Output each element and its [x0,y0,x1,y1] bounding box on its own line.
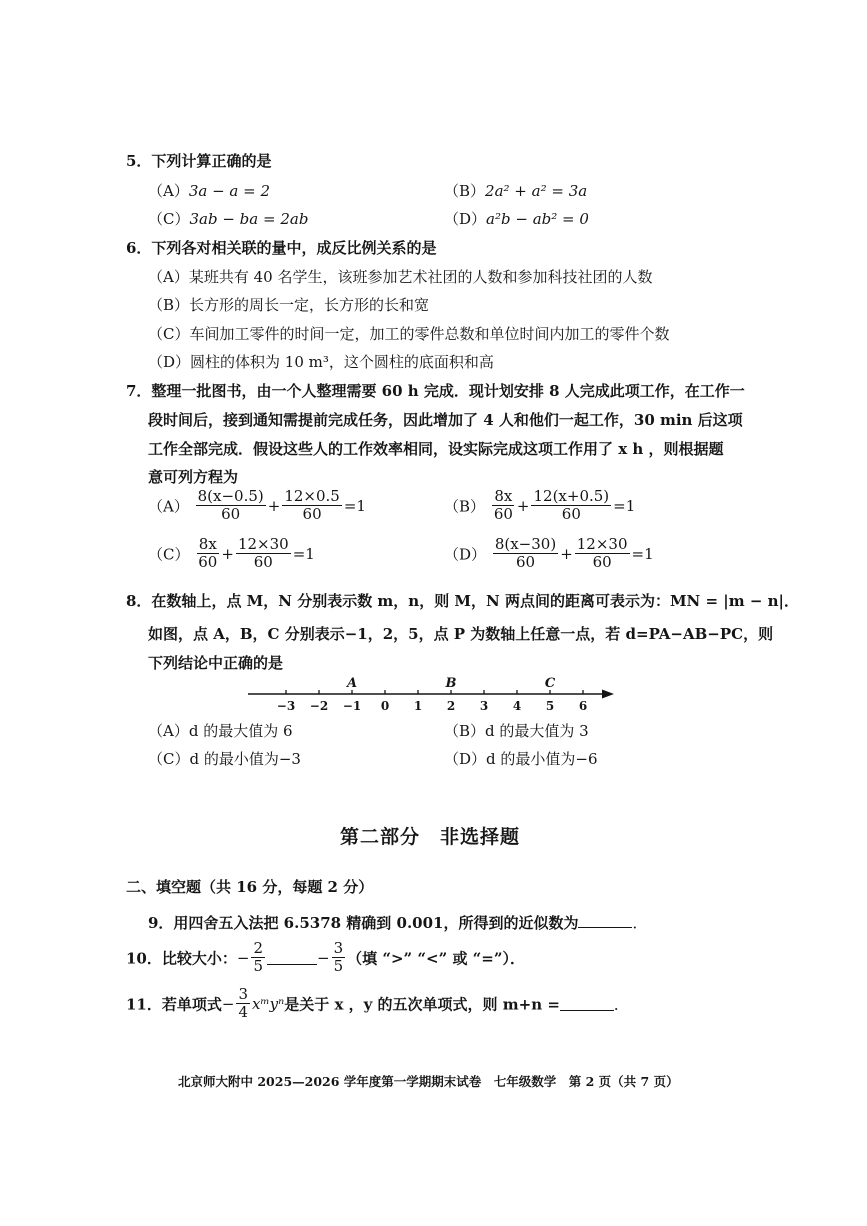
number-line-point-label: A [346,676,358,691]
q5-option-b-expr: 2a² + a² = 3a [485,182,588,200]
plus-sign: + [221,544,234,563]
q10 [126,940,525,976]
numerator: 8x [494,487,513,505]
numerator: 12(x+0.5) [533,487,610,505]
q5-option-a-label: （A） [148,182,189,200]
q11-end: ． [613,995,629,1014]
q9-text: 9．用四舍五入法把 6.5378 精确到 0.001，所得到的近似数为 [148,914,579,932]
q7-stem-line-3: 工作全部完成．假设这些人的工作效率相同，设实际完成这项工作用了 x h ，则根据题 [148,440,724,458]
number-line-point-label: B [445,676,457,691]
fraction [282,488,342,524]
fraction [492,488,515,524]
q11-prefix: 11．若单项式 [126,995,222,1014]
q5-stem: 5．下列计算正确的是 [126,152,272,170]
equals-one: =1 [292,544,315,563]
q8-option-b: （B）d 的最大值为 3 [444,722,589,740]
answer-blank [560,996,614,1011]
fraction [251,940,265,976]
q8-option-a: （A）d 的最大值为 6 [148,722,293,740]
minus-sign: − [221,994,235,1013]
numerator: 12×0.5 [284,487,340,505]
q7-option-c [148,536,315,572]
number-line-tick-label: 3 [479,699,489,713]
fraction [493,536,558,572]
fraction [196,536,219,572]
minus-sign: − [317,948,330,967]
q8-stem-line-3: 下列结论中正确的是 [148,654,284,672]
denominator: 60 [561,505,581,524]
denominator: 60 [515,553,536,572]
number-line-tick-label: −1 [342,699,362,713]
number-line-tick-label: 0 [380,699,390,713]
q8-stem-line-2: 如图，点 A，B，C 分别表示−1，2，5，点 P 为数轴上任意一点，若 d=PA−AB−PC，则 [148,625,774,643]
number-line-tick-label: 1 [413,699,423,713]
fraction [236,986,250,1022]
page-footer: 北京师大附中 2025—2026 学年度第一学期期末试卷 七年级数学 第 2 页（共 7 页） [178,1074,679,1089]
fill-in-header: 二、填空题（共 16 分，每题 2 分） [126,878,374,896]
q11-suffix: 是关于 x ，y 的五次单项式，则 m+n = [284,995,560,1014]
number-line-arrow-icon [602,690,614,699]
equals-one: =1 [631,544,654,563]
minus-sign: − [236,948,250,967]
denominator: 60 [253,553,273,572]
fraction [236,536,291,572]
q7-option-b-label: （B） [444,497,486,516]
q6-option-d: （D）圆柱的体积为 10 m³，这个圆柱的底面积和高 [148,353,494,371]
q7-stem-line-1: 7．整理一批图书，由一个人整理需要 60 h 完成．现计划安排 8 人完成此项工作，在工作一 [126,382,745,400]
q10-prefix: 10．比较大小： [126,949,237,968]
q5-option-c-label: （C） [148,210,190,228]
plus-sign: + [516,496,530,515]
q6-option-c: （C）车间加工零件的时间一定，加工的零件总数和单位时间内加工的零件个数 [148,325,670,343]
numerator: 3 [238,985,248,1003]
numerator: 2 [253,939,263,957]
number-line-figure [240,672,620,716]
denominator: 60 [221,505,241,524]
fraction [332,940,346,976]
plus-sign: + [267,496,281,515]
q5-option-c-expr: 3ab − ba = 2ab [189,210,309,228]
number-line-tick-label: −2 [309,699,329,713]
fraction [575,536,630,572]
denominator: 4 [238,1003,248,1022]
q7-option-a [148,488,366,524]
answer-blank [578,913,632,928]
q5-option-b [444,180,587,201]
equals-one: =1 [343,496,366,515]
q5-option-d-expr: a²b − ab² = 0 [486,210,589,228]
q8-option-d: （D）d 的最小值为−6 [444,750,598,768]
q5-option-a [148,180,270,201]
q7-option-d [444,536,654,572]
fraction [531,488,611,524]
number-line-tick-label: 4 [512,699,522,713]
monomial: xᵐyⁿ [252,994,285,1013]
q8-stem-line-1: 8．在数轴上，点 M，N 分别表示数 m，n，则 M，N 两点间的距离可表示为：MN = |m − n|． [126,592,799,610]
numerator: 8(x−30) [494,535,557,553]
numerator: 8x [198,535,217,553]
q7-option-c-label: （C） [148,545,190,564]
denominator: 60 [592,553,612,572]
q7-stem-line-4: 意可列方程为 [148,468,239,486]
numerator: 12×30 [576,535,628,553]
q6-option-a: （A）某班共有 40 名学生，该班参加艺术社团的人数和参加科技社团的人数 [148,268,653,286]
q5-option-d [444,208,589,229]
number-line-tick-label: −3 [276,699,296,713]
denominator: 60 [198,553,218,572]
number-line-tick-label: 6 [578,699,588,713]
fraction [196,488,266,524]
q5-option-c [148,208,308,229]
q7-option-b [444,488,635,524]
number-line-point-label: C [544,676,556,691]
numerator: 3 [333,939,344,957]
denominator: 5 [333,957,344,976]
denominator: 60 [302,505,322,524]
numerator: 12×30 [237,535,289,553]
denominator: 60 [493,505,513,524]
section-title: 第二部分 非选择题 [340,826,521,848]
number-line-tick-label: 2 [446,699,456,713]
q5-option-b-label: （B） [444,182,486,200]
q7-stem-line-2: 段时间后，接到通知需提前完成任务，因此增加了 4 人和他们一起工作，30 min 后这项 [148,411,743,429]
q7-option-a-label: （A） [148,497,189,516]
q9-end: ． [632,914,648,932]
q6-stem: 6．下列各对相关联的量中，成反比例关系的是 [126,239,437,257]
answer-blank [267,950,317,965]
numerator: 8(x−0.5) [197,487,264,505]
q11 [126,986,629,1022]
q6-option-b: （B）长方形的周长一定，长方形的长和宽 [148,296,430,314]
equals-one: =1 [613,496,636,515]
q5-option-a-expr: 3a − a = 2 [188,182,271,200]
q10-suffix: （填 “>” “<” 或 “=”）． [347,949,525,968]
number-line-tick-label: 5 [545,699,555,713]
q5-option-d-label: （D） [444,210,487,228]
denominator: 5 [253,957,263,976]
q9 [148,912,648,933]
plus-sign: + [560,544,573,563]
q7-option-d-label: （D） [444,545,487,564]
q8-option-c: （C）d 的最小值为−3 [148,750,301,768]
